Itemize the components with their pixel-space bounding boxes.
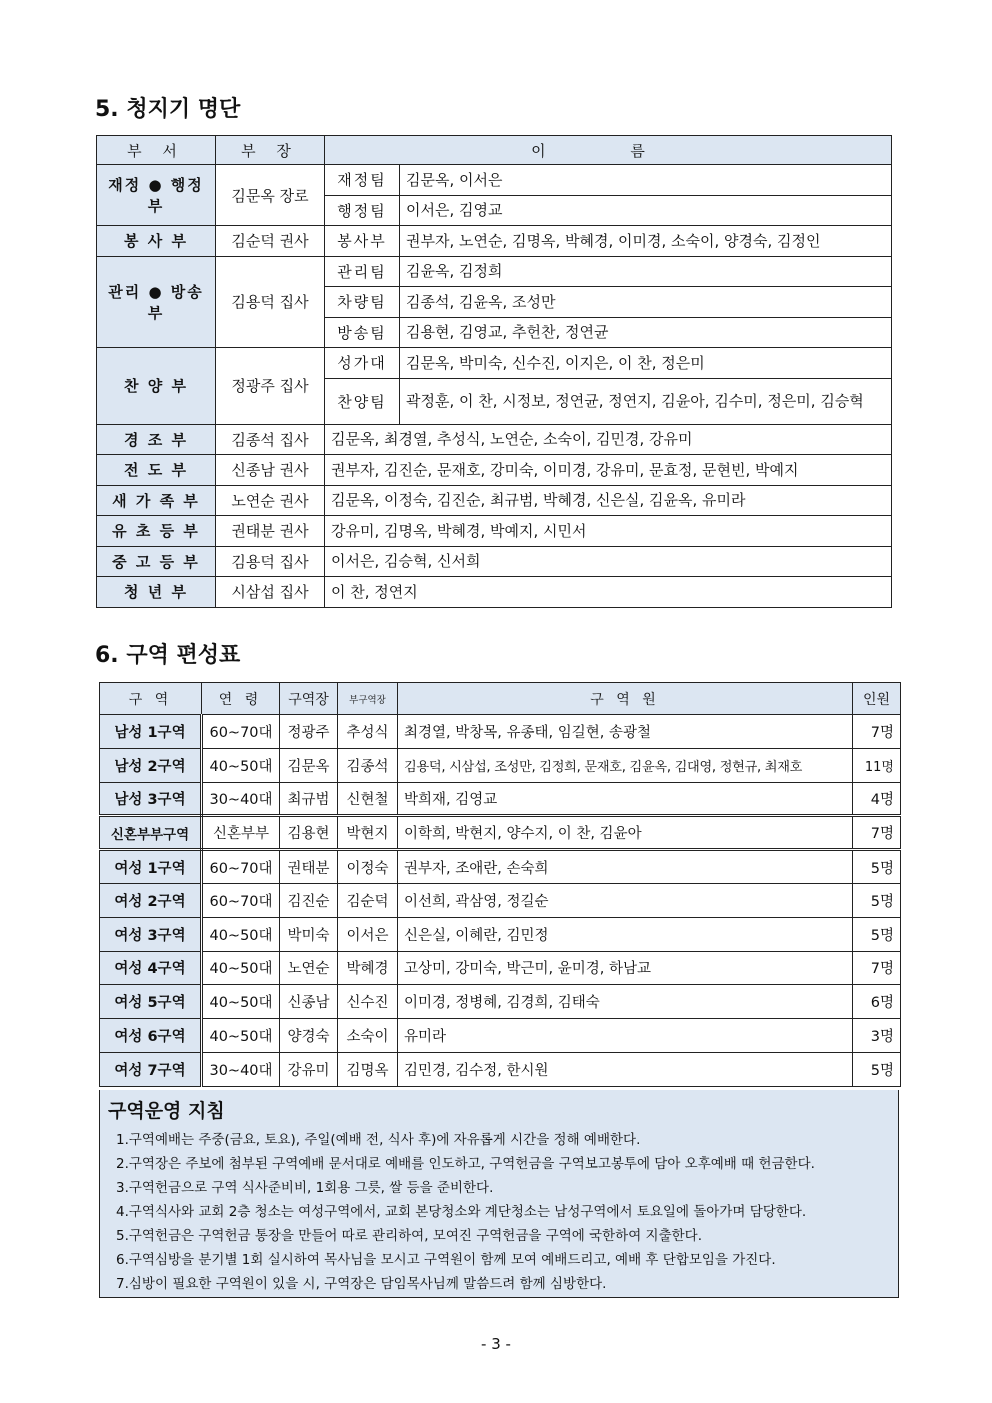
head-cell: 김순덕 권사 [216, 226, 325, 257]
table-row [97, 165, 892, 196]
table-row [97, 348, 892, 379]
count-cell: 11명 [853, 748, 901, 782]
header-names: 이 름 [325, 136, 892, 165]
dept-cell: 재정 ● 행정부 [97, 165, 216, 226]
district-cell: 남성 3구역 [100, 782, 202, 816]
dept-cell: 경 조 부 [97, 424, 216, 455]
members-cell: 이미경, 정병혜, 김경희, 김태숙 [398, 985, 853, 1019]
guideline-item: 7.심방이 필요한 구역원이 있을 시, 구역장은 담임목사님께 말씀드려 함께 심방한다. [116, 1276, 607, 1292]
table-row [97, 516, 892, 547]
district-table [99, 682, 901, 1087]
count-cell: 4명 [853, 782, 901, 816]
names-cell: 권부자, 김진순, 문재호, 강미숙, 이미경, 강유미, 문효정, 문현빈, 박예지 [325, 455, 892, 486]
district-cell: 남성 1구역 [100, 715, 202, 749]
table-row [100, 715, 901, 749]
head-cell: 정광주 집사 [216, 348, 325, 425]
members-cell: 고상미, 강미숙, 박근미, 윤미경, 하남교 [398, 951, 853, 985]
table-row [97, 577, 892, 608]
leader-cell: 신종남 [280, 985, 338, 1019]
sub-leader-cell: 김종석 [338, 748, 398, 782]
members-cell: 박희재, 김영교 [398, 782, 853, 816]
header-head: 부 장 [216, 136, 325, 165]
guidelines-list [116, 1128, 815, 1296]
team-cell: 봉사부 [325, 226, 400, 257]
age-cell: 30~40대 [202, 782, 280, 816]
names-cell: 김문옥, 이서은 [400, 165, 892, 196]
names-cell: 김용현, 김영교, 추헌찬, 정연균 [400, 317, 892, 348]
team-cell: 성가대 [325, 348, 400, 379]
dept-cell: 새 가 족 부 [97, 485, 216, 516]
count-cell: 5명 [853, 1052, 901, 1086]
table-row [97, 455, 892, 486]
guideline-item: 2.구역장은 주보에 첨부된 구역예배 문서대로 예배를 인도하고, 구역헌금을 구역보고봉투에 담아 오후예배 때 헌금한다. [116, 1156, 815, 1172]
age-cell: 60~70대 [202, 883, 280, 917]
members-cell: 김민경, 김수정, 한시원 [398, 1052, 853, 1086]
leader-cell: 김진순 [280, 883, 338, 917]
district-cell: 여성 7구역 [100, 1052, 202, 1086]
age-cell: 40~50대 [202, 748, 280, 782]
head-cell: 시삼섭 집사 [216, 577, 325, 608]
sub-leader-cell: 이서은 [338, 917, 398, 951]
leader-cell: 김문옥 [280, 748, 338, 782]
count-cell: 3명 [853, 1019, 901, 1053]
age-cell: 신혼부부 [202, 816, 280, 850]
guidelines-box [99, 1090, 899, 1298]
sub-leader-cell: 김명옥 [338, 1052, 398, 1086]
district-cell: 여성 6구역 [100, 1019, 202, 1053]
section6-title: 6. 구역 편성표 [95, 643, 241, 668]
names-cell: 김윤옥, 김정희 [400, 256, 892, 287]
dept-cell: 청 년 부 [97, 577, 216, 608]
names-cell: 이서은, 김영교 [400, 195, 892, 226]
team-cell: 재정팀 [325, 165, 400, 196]
sub-leader-cell: 소숙이 [338, 1019, 398, 1053]
section5-title: 5. 청지기 명단 [95, 97, 241, 122]
leader-cell: 권태분 [280, 850, 338, 884]
leader-cell: 박미숙 [280, 917, 338, 951]
table-row [100, 816, 901, 850]
team-cell: 관리팀 [325, 256, 400, 287]
count-cell: 7명 [853, 715, 901, 749]
table-row [100, 782, 901, 816]
count-cell: 7명 [853, 816, 901, 850]
table-row [100, 883, 901, 917]
age-cell: 40~50대 [202, 1019, 280, 1053]
dept-cell: 관리 ● 방송부 [97, 256, 216, 348]
district-cell: 여성 2구역 [100, 883, 202, 917]
dept-cell: 전 도 부 [97, 455, 216, 486]
steward-table [96, 135, 892, 608]
team-cell: 찬양팀 [325, 378, 400, 424]
head-cell: 김용덕 집사 [216, 546, 325, 577]
sub-leader-cell: 신수진 [338, 985, 398, 1019]
table-row [100, 850, 901, 884]
page-number: - 3 - [481, 1335, 511, 1353]
names-cell: 김문옥, 이정숙, 김진순, 최규범, 박혜경, 신은실, 김윤옥, 유미라 [325, 485, 892, 516]
age-cell: 30~40대 [202, 1052, 280, 1086]
team-cell: 방송팀 [325, 317, 400, 348]
table-header-row [97, 136, 892, 165]
head-cell: 김문옥 장로 [216, 165, 325, 226]
header-leader: 구역장 [280, 683, 338, 715]
head-cell: 김종석 집사 [216, 424, 325, 455]
count-cell: 5명 [853, 917, 901, 951]
names-cell: 곽정훈, 이 찬, 시정보, 정연균, 정연지, 김윤아, 김수미, 정은미, 김승혁 [400, 378, 892, 424]
names-cell: 김문옥, 박미숙, 신수진, 이지은, 이 찬, 정은미 [400, 348, 892, 379]
table-row [100, 951, 901, 985]
age-cell: 40~50대 [202, 985, 280, 1019]
members-cell: 권부자, 조애란, 손숙희 [398, 850, 853, 884]
age-cell: 40~50대 [202, 951, 280, 985]
guideline-item: 1.구역예배는 주중(금요, 토요), 주일(예배 전, 식사 후)에 자유롭게 시간을 정해 예배한다. [116, 1132, 641, 1148]
leader-cell: 김용현 [280, 816, 338, 850]
district-cell: 남성 2구역 [100, 748, 202, 782]
district-cell: 신혼부부구역 [100, 816, 202, 850]
table-row [100, 985, 901, 1019]
count-cell: 6명 [853, 985, 901, 1019]
leader-cell: 강유미 [280, 1052, 338, 1086]
head-cell: 노연순 권사 [216, 485, 325, 516]
guideline-item: 6.구역심방을 분기별 1회 실시하여 목사님을 모시고 구역원이 함께 모여 예배드리고, 예배 후 단합모임을 가진다. [116, 1252, 776, 1268]
header-district: 구 역 [100, 683, 202, 715]
count-cell: 5명 [853, 883, 901, 917]
district-cell: 여성 4구역 [100, 951, 202, 985]
head-cell: 신종남 권사 [216, 455, 325, 486]
sub-leader-cell: 박혜경 [338, 951, 398, 985]
table-header-row [100, 683, 901, 715]
header-sub-leader: 부구역장 [338, 683, 398, 715]
district-cell: 여성 1구역 [100, 850, 202, 884]
table-row [100, 748, 901, 782]
members-cell: 최경열, 박창목, 유종태, 임길현, 송광철 [398, 715, 853, 749]
table-row [100, 917, 901, 951]
table-row [97, 546, 892, 577]
header-dept: 부 서 [97, 136, 216, 165]
sub-leader-cell: 박현지 [338, 816, 398, 850]
members-cell: 유미라 [398, 1019, 853, 1053]
names-cell: 권부자, 노연순, 김명옥, 박혜경, 이미경, 소숙이, 양경숙, 김정인 [400, 226, 892, 257]
district-cell: 여성 5구역 [100, 985, 202, 1019]
guidelines-title: 구역운영 지침 [108, 1100, 225, 1122]
leader-cell: 최규범 [280, 782, 338, 816]
leader-cell: 정광주 [280, 715, 338, 749]
names-cell: 강유미, 김명옥, 박혜경, 박예지, 시민서 [325, 516, 892, 547]
table-row [97, 256, 892, 287]
names-cell: 이 찬, 정연지 [325, 577, 892, 608]
members-cell: 이학희, 박현지, 양수지, 이 찬, 김윤아 [398, 816, 853, 850]
table-row [97, 485, 892, 516]
leader-cell: 노연순 [280, 951, 338, 985]
members-cell: 신은실, 이혜란, 김민정 [398, 917, 853, 951]
leader-cell: 양경숙 [280, 1019, 338, 1053]
header-age: 연 령 [202, 683, 280, 715]
count-cell: 7명 [853, 951, 901, 985]
members-cell: 김용덕, 시삼섭, 조성만, 김정희, 문재호, 김윤옥, 김대영, 정현규, 최재호 [398, 748, 853, 782]
dept-cell: 봉 사 부 [97, 226, 216, 257]
team-cell: 행정팀 [325, 195, 400, 226]
age-cell: 60~70대 [202, 850, 280, 884]
sub-leader-cell: 신현철 [338, 782, 398, 816]
age-cell: 60~70대 [202, 715, 280, 749]
table-row [100, 1019, 901, 1053]
names-cell: 이서은, 김승혁, 신서희 [325, 546, 892, 577]
head-cell: 권태분 권사 [216, 516, 325, 547]
table-row [97, 424, 892, 455]
names-cell: 김종석, 김윤옥, 조성만 [400, 287, 892, 318]
sub-leader-cell: 김순덕 [338, 883, 398, 917]
guideline-item: 5.구역헌금은 구역헌금 통장을 만들어 따로 관리하여, 모여진 구역헌금을 구역에 국한하여 지출한다. [116, 1228, 703, 1244]
sub-leader-cell: 이정숙 [338, 850, 398, 884]
age-cell: 40~50대 [202, 917, 280, 951]
district-cell: 여성 3구역 [100, 917, 202, 951]
header-count: 인원 [853, 683, 901, 715]
head-cell: 김용덕 집사 [216, 256, 325, 348]
members-cell: 이선희, 곽삼영, 정길순 [398, 883, 853, 917]
count-cell: 5명 [853, 850, 901, 884]
table-row [97, 226, 892, 257]
dept-cell: 중 고 등 부 [97, 546, 216, 577]
guideline-item: 3.구역헌금으로 구역 식사준비비, 1회용 그릇, 쌀 등을 준비한다. [116, 1180, 494, 1196]
header-members: 구 역 원 [398, 683, 853, 715]
team-cell: 차량팀 [325, 287, 400, 318]
names-cell: 김문옥, 최경열, 추성식, 노연순, 소숙이, 김민경, 강유미 [325, 424, 892, 455]
table-row [100, 1052, 901, 1086]
sub-leader-cell: 추성식 [338, 715, 398, 749]
guideline-item: 4.구역식사와 교회 2층 청소는 여성구역에서, 교회 본당청소와 계단청소는 남성구역에서 토요일에 돌아가며 담당한다. [116, 1204, 807, 1220]
dept-cell: 유 초 등 부 [97, 516, 216, 547]
dept-cell: 찬 양 부 [97, 348, 216, 425]
